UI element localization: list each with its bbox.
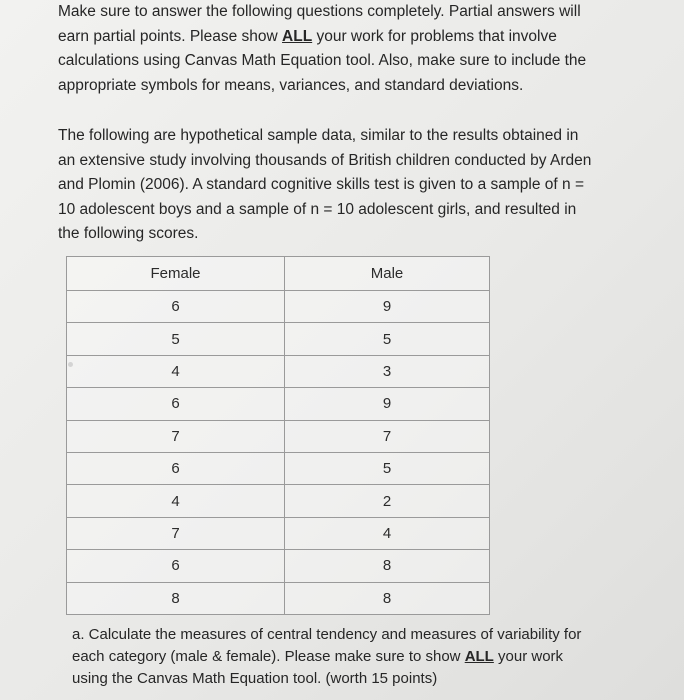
female-score: 7 bbox=[67, 420, 285, 452]
table-row bbox=[67, 323, 490, 355]
female-score: 6 bbox=[67, 452, 285, 484]
instructions-paragraph bbox=[58, 0, 598, 98]
table-row bbox=[67, 452, 490, 484]
question-a-text-end: your work using the Canvas Math Equation tool. (worth 15 points) bbox=[72, 648, 564, 687]
table-row bbox=[67, 517, 490, 549]
male-score: 3 bbox=[285, 355, 490, 387]
male-score: 7 bbox=[285, 420, 490, 452]
female-score: 6 bbox=[67, 291, 285, 323]
male-score: 4 bbox=[285, 517, 490, 549]
female-score: 8 bbox=[67, 582, 285, 614]
table-row bbox=[67, 485, 490, 517]
table-row bbox=[67, 355, 490, 387]
male-score: 9 bbox=[285, 388, 490, 420]
female-score: 6 bbox=[67, 550, 285, 582]
table-row bbox=[67, 388, 490, 420]
female-score: 4 bbox=[67, 485, 285, 517]
scores-table bbox=[66, 256, 490, 615]
question-a-all-emphasis: ALL bbox=[464, 648, 494, 665]
male-score: 5 bbox=[285, 323, 490, 355]
male-score: 8 bbox=[285, 582, 490, 614]
question-a bbox=[72, 624, 592, 690]
table-row bbox=[67, 291, 490, 323]
female-score: 6 bbox=[67, 388, 285, 420]
table-row bbox=[67, 582, 490, 614]
female-score: 5 bbox=[67, 323, 285, 355]
male-score: 5 bbox=[285, 452, 490, 484]
table-header-row bbox=[67, 257, 490, 291]
description-paragraph: The following are hypothetical sample data, similar to the results obtained in an extensive study involving thousands of British children conducted by Arden and Plomin (2006). A standard cognitive skills test is given to a sample of n = 10 adolescent boys and a sample of n = 10 adolescent girls, and resulted in the following scores. bbox=[58, 127, 592, 242]
female-score: 4 bbox=[67, 355, 285, 387]
header-female: Female bbox=[67, 257, 285, 291]
instructions-text-start: Make sure to answer the following questions completely. Partial answers will earn partial points. Please show bbox=[58, 3, 581, 45]
female-score: 7 bbox=[67, 517, 285, 549]
male-score: 2 bbox=[285, 485, 490, 517]
question-a-text-start: a. Calculate the measures of central tendency and measures of variability for each category (male & female). Please make sure to show bbox=[72, 626, 582, 665]
table-row bbox=[67, 550, 490, 582]
male-score: 9 bbox=[285, 291, 490, 323]
header-male: Male bbox=[285, 257, 490, 291]
male-score: 8 bbox=[285, 550, 490, 582]
instructions-all-emphasis: ALL bbox=[282, 27, 313, 45]
instructions-text-end: your work for problems that involve calculations using Canvas Math Equation tool. Also, make sure to include the appropriate symbols for means, variances, and standard deviations. bbox=[58, 27, 587, 94]
table-row bbox=[67, 420, 490, 452]
